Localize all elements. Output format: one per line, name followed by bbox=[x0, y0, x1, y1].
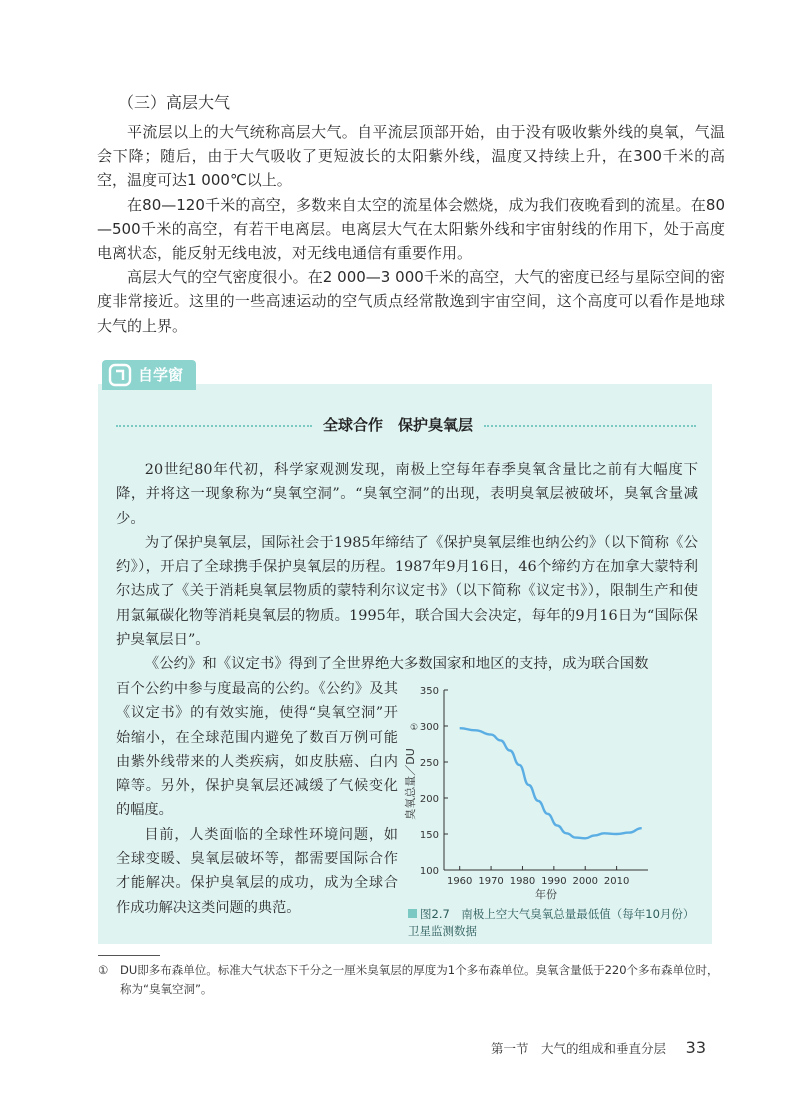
box-text-narrow bbox=[116, 677, 398, 920]
footnote bbox=[98, 961, 728, 999]
paragraph: 为了保护臭氧层，国际社会于1985年缔结了《保护臭氧层维也纳公约》（以下简称《公约》），开启了全球携手保护臭氧层的历程。1987年9月16日，46个缔约方在加拿大蒙特利尔达成了《关于消耗臭氧层物质的蒙特利尔议定书》（以下简称《议定书》），限制生产和使用氯氟碳化物等消耗臭氧层的物质。1995年，联合国大会决定，每年的9月16日为“国际保护臭氧层日”。 bbox=[116, 534, 698, 649]
y-tick-label: 350 bbox=[419, 686, 439, 697]
box-text bbox=[116, 458, 698, 677]
caption-text: 图2.7 南极上空大气臭氧总量最低值（每年10月份）卫星监测数据 bbox=[408, 907, 695, 938]
x-tick-label: 1970 bbox=[478, 876, 504, 887]
y-axis-label-footnote-mark: ① bbox=[410, 723, 419, 733]
paragraph: 目前，人类面临的全球性环境问题，如全球变暖、臭氧层破坏等，都需要国际合作才能解决。保护臭氧层的成功，成为全球合作成功解决这类问题的典范。 bbox=[116, 826, 398, 916]
footnote-text: DU即多布森单位。标准大气状态下千分之一厘米臭氧层的厚度为1个多布森单位。臭氧含量低于220个多布森单位时，称为“臭氧空洞”。 bbox=[120, 963, 719, 996]
footnote-mark: ① bbox=[98, 963, 109, 977]
paragraph: 在80—120千米的高空，多数来自太空的流星体会燃烧，成为我们夜晚看到的流星。在80—500千米的高空，有若干电离层。电离层大气在太阳紫外线和宇宙射线的作用下，处于高度电离状态，能反射无线电波，对无线电通信有重要作用。 bbox=[97, 195, 725, 263]
paragraph: 20世纪80年代初，科学家观测发现，南极上空每年春季臭氧含量比之前有大幅度下降，并将这一现象称为“臭氧空洞”。“臭氧空洞”的出现，表明臭氧层被破坏，臭氧含量减少。 bbox=[116, 462, 698, 527]
paragraph: 百个公约中参与度最高的公约。《公约》及其《议定书》的有效实施，使得“臭氧空洞”开始缩小，在全球范围内避免了数百万例可能由紫外线带来的人类疾病，如皮肤癌、白内障等。另外，保护臭氧层还减缓了气候变化的幅度。 bbox=[116, 681, 398, 819]
y-tick-label: 150 bbox=[419, 830, 439, 841]
ozone-chart bbox=[402, 682, 702, 904]
self-study-tab-label: 自学窗 bbox=[138, 366, 184, 384]
x-tick-label: 1980 bbox=[509, 876, 536, 887]
ozone-series-line bbox=[460, 728, 642, 838]
y-tick-label: 250 bbox=[419, 758, 439, 769]
x-tick-label: 2000 bbox=[572, 876, 598, 887]
y-tick-label: 100 bbox=[419, 866, 439, 877]
page-number: 33 bbox=[685, 1038, 706, 1057]
y-tick-label: 300 bbox=[419, 722, 439, 733]
box-title: 全球合作 保护臭氧层 bbox=[322, 416, 473, 434]
figure-caption bbox=[408, 906, 704, 940]
footnote-rule bbox=[98, 955, 160, 956]
paragraph: 平流层以上的大气统称高层大气。自平流层顶部开始，由于没有吸收紫外线的臭氧，气温会下降；随后，由于大气吸收了更短波长的太阳紫外线，温度又持续上升，在300千米的高空，温度可达1 000℃以上。 bbox=[97, 123, 725, 190]
section-title: （三）高层大气 bbox=[118, 93, 231, 112]
x-tick-label: 2010 bbox=[603, 876, 630, 887]
title-divider-left bbox=[116, 425, 312, 427]
y-tick-label: 200 bbox=[419, 794, 439, 805]
x-axis-ticks bbox=[447, 866, 629, 887]
paragraph: 《公约》和《议定书》得到了全世界绝大多数国家和地区的支持，成为联合国数 bbox=[144, 656, 649, 673]
x-axis-label: 年份 bbox=[535, 888, 557, 901]
page-footer-title: 第一节 大气的组成和垂直分层 bbox=[490, 1041, 666, 1056]
title-divider-right bbox=[484, 425, 696, 427]
paragraph: 高层大气的空气密度很小。在2 000—3 000千米的高空，大气的密度已经与星际空间的密度非常接近。这里的一些高速运动的空气质点经常散逸到宇宙空间，这个高度可以看作是地球大气的上界。 bbox=[97, 268, 725, 335]
x-tick-label: 1960 bbox=[446, 876, 473, 887]
caption-square-icon bbox=[408, 909, 417, 918]
chart-axes bbox=[444, 690, 648, 870]
x-tick-label: 1990 bbox=[541, 876, 567, 887]
main-text bbox=[97, 120, 725, 338]
self-study-icon bbox=[106, 360, 134, 390]
y-axis-label: 臭氧总量／DU bbox=[404, 748, 417, 820]
